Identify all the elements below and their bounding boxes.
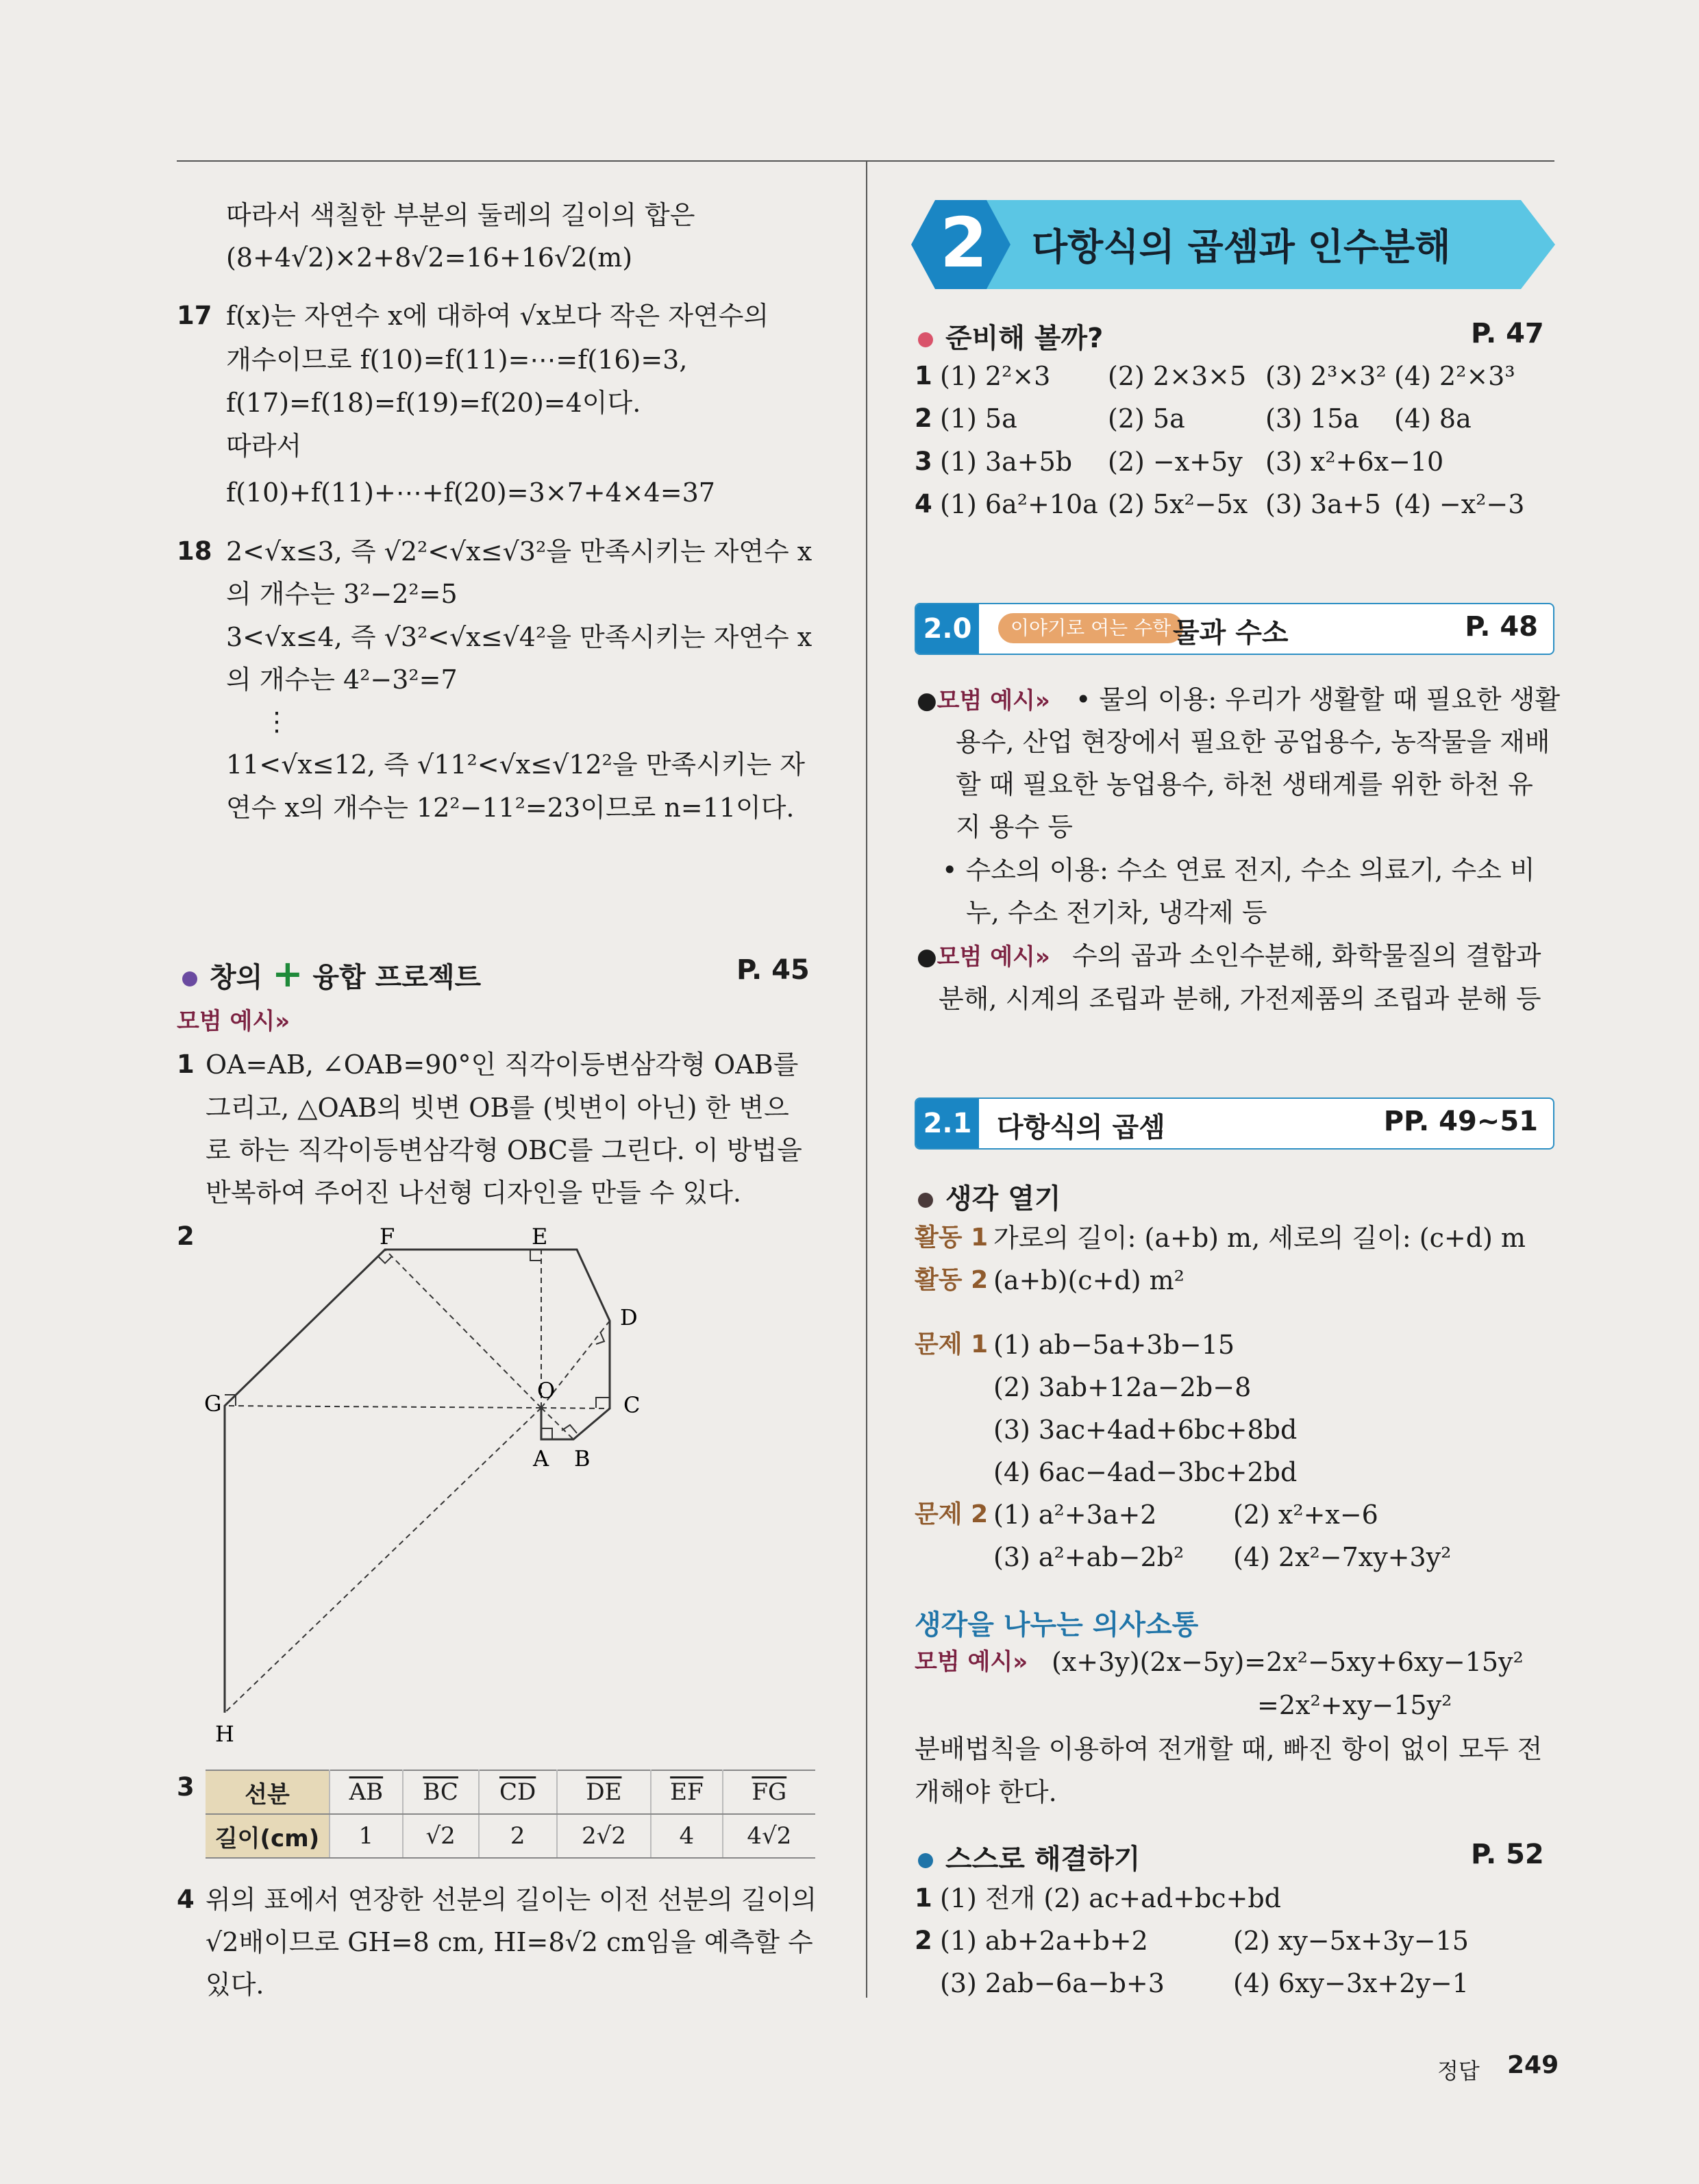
label-A: A [533,1445,549,1472]
top-rule-right [867,160,1554,162]
text-line: 용수, 산업 현장에서 필요한 공업용수, 농작물을 재배 [956,727,1550,757]
page-number: 249 [1507,2051,1559,2079]
answer-number: 1 [915,1883,932,1913]
page-ref: P. 47 [1471,318,1544,349]
prep-title: 준비해 볼까? [945,323,1104,354]
answer: (4) 6ac−4ad−3bc+2bd [993,1457,1298,1487]
answer: (1) ab−5a+3b−15 [993,1330,1235,1360]
model-example-label: 모범 예시» [915,1648,1028,1676]
equation-line: f(10)+f(11)+⋯+f(20)=3×7+4×4=37 [226,477,715,508]
answer: (2) xy−5x+3y−15 [1233,1926,1469,1956]
label-O: O [537,1378,556,1404]
text-line: 위의 표에서 연장한 선분의 길이는 이전 선분의 길이의 [206,1885,817,1915]
text-line: • 수소의 이용: 수소 연료 전지, 수소 의료기, 수소 비 [942,855,1535,885]
equation-line: (8+4√2)×2+8√2=16+16√2(m) [226,243,633,273]
problem-number: 4 [177,1885,195,1914]
equation-line: =2x²+xy−15y² [1257,1690,1452,1720]
text-line: 반복하여 주어진 나선형 디자인을 만들 수 있다. [206,1178,742,1208]
section-box-2-1 [915,1097,1554,1150]
table-cell: $\overline{EF}$ [651,1770,722,1814]
label-B: B [574,1445,591,1472]
answer-number: 3 [915,447,932,476]
text-line: 분배법칙을 이용하여 전개할 때, 빠진 항이 없이 모두 전 [915,1734,1543,1764]
self-solve-title: 스스로 해결하기 [945,1844,1141,1875]
think-heading [918,1177,1061,1216]
text-line: OA=AB, ∠OAB=90°인 직각이등변삼각형 OAB를 [206,1050,799,1080]
chapter-number: 2 [940,203,988,283]
table-cell: $\overline{DE}$ [557,1770,651,1814]
model-example-row: ●모범 예시» [917,687,1050,715]
label-F: F [380,1224,395,1250]
section-tag: 2.1 [916,1099,979,1148]
bullet-icon [918,1853,933,1868]
table-cell: $\overline{AB}$ [330,1770,403,1814]
answer: (3) 3a+5 [1265,489,1381,519]
column-divider [866,162,867,1998]
page-ref: PP. 49~51 [1383,1106,1538,1137]
answer: (1) 전개 (2) ac+ad+bc+bd [940,1883,1282,1913]
answer: (1) 3a+5b [940,447,1073,477]
answer: (2) 5a [1108,404,1185,434]
label-H: H [215,1721,234,1747]
answer: (1) a²+3a+2 [993,1500,1157,1530]
answer: (4) 2x²−7xy+3y² [1233,1542,1452,1572]
problem-label: 문제 1 [915,1330,989,1358]
prep-heading [918,317,1103,356]
problem-label: 문제 2 [915,1500,989,1528]
answer-number: 1 [915,361,932,390]
text-line: (a+b)(c+d) m² [993,1265,1185,1295]
text-line: 할 때 필요한 농업용수, 하천 생태계를 위한 하천 유 [956,769,1533,799]
text-line: 2<√x≤3, 즉 √2²<√x≤√3²을 만족시키는 자연수 x [226,536,813,567]
text-line: • 물의 이용: 우리가 생활할 때 필요한 생활 [1076,684,1561,715]
problem-number: 18 [177,536,212,566]
story-pill: 이야기로 여는 수학 [998,613,1183,643]
text-line: 로 하는 직각이등변삼각형 OBC를 그린다. 이 방법을 [206,1135,802,1165]
table-cell: 1 [330,1814,403,1858]
text-line: 개수이므로 f(10)=f(11)=⋯=f(16)=3, [226,345,688,375]
problem-number: 17 [177,301,212,330]
answer: (1) 2²×3 [940,361,1051,391]
text-line: 지 용수 등 [956,812,1073,842]
model-example-label: 모범 예시» [177,1008,290,1035]
answer: (2) x²+x−6 [1233,1500,1378,1530]
text-line: 분해, 시계의 조립과 분해, 가전제품의 조립과 분해 등 [939,984,1541,1014]
label-G: G [204,1391,222,1417]
table-cell: $\overline{BC}$ [403,1770,479,1814]
table-cell: 4 [651,1814,722,1858]
model-example-row: ●모범 예시» [917,943,1050,971]
think-title: 생각 열기 [945,1183,1061,1215]
text-line: 의 개수는 3²−2²=5 [226,579,458,609]
table-cell: 2√2 [557,1814,651,1858]
label-D: D [620,1304,638,1330]
section-tag: 2.0 [916,604,979,654]
answer: (3) 2³×3² [1265,361,1387,391]
section-box-2-0 [915,603,1554,655]
answer: (4) 6xy−3x+2y−1 [1233,1968,1469,1998]
table-cell: $\overline{FG}$ [723,1770,815,1814]
text-line: √2배이므로 GH=8 cm, HI=8√2 cm임을 예측할 수 [206,1927,813,1957]
table-row [206,1814,815,1858]
text-line: 가로의 길이: (a+b) m, 세로의 길이: (c+d) m [993,1223,1526,1253]
answer: (3) 2ab−6a−b+3 [940,1968,1165,1998]
text-line: 따라서 색칠한 부분의 둘레의 길이의 합은 [226,200,695,230]
activity-label: 활동 2 [915,1266,989,1294]
page-ref: P. 52 [1471,1839,1544,1870]
model-example-label: 모범 예시» [937,943,1050,971]
problem-number: 2 [177,1221,195,1251]
project-title-a: 창의 [210,962,263,993]
answer-number: 2 [915,1926,932,1955]
answer-number: 4 [915,489,932,519]
answer: (3) 3ac+4ad+6bc+8bd [993,1415,1298,1445]
text-line: 있다. [206,1970,264,2000]
table-header-cell: 선분 [206,1770,330,1814]
segment-table [206,1770,815,1859]
chapter-title: 다항식의 곱셈과 인수분해 [1032,225,1451,269]
answer: (4) 2²×3³ [1394,361,1515,391]
page-ref: P. 48 [1465,611,1538,643]
top-rule [177,160,869,162]
self-solve-heading [918,1837,1140,1876]
answer: (4) −x²−3 [1394,489,1525,519]
model-example-label: 모범 예시» [937,687,1050,715]
answer: (1) ab+2a+b+2 [940,1926,1148,1956]
bullet-icon [918,332,933,347]
answer: (2) 2×3×5 [1108,361,1247,391]
text-line: 개해야 한다. [915,1777,1057,1807]
plus-icon: + [272,952,303,995]
bullet-icon [918,1193,933,1208]
page-ref: P. 45 [736,954,810,986]
text-line: f(17)=f(18)=f(19)=f(20)=4이다. [226,388,641,418]
text-line: 3<√x≤4, 즉 √3²<√x≤√4²을 만족시키는 자연수 x [226,622,813,652]
table-header-cell: 길이(cm) [206,1814,330,1858]
table-cell: $\overline{CD}$ [479,1770,557,1814]
text-line: 수의 곱과 소인수분해, 화학물질의 결합과 [1072,941,1541,971]
section-title: 물과 수소 [1173,617,1289,649]
answer: (3) a²+ab−2b² [993,1542,1185,1572]
problem-number: 3 [177,1772,195,1802]
answer: (2) 3ab+12a−2b−8 [993,1372,1252,1402]
spiral-figure [192,1219,671,1754]
text-line: f(x)는 자연수 x에 대하여 √x보다 작은 자연수의 [226,301,769,331]
label-C: C [623,1392,641,1418]
table-cell: 2 [479,1814,557,1858]
answer: (2) 5x²−5x [1108,489,1248,519]
text-line: 따라서 [226,431,302,461]
footer-label: 정답 [1437,2058,1480,2084]
text-line: 누, 수소 전기차, 냉각제 등 [966,897,1267,928]
spiral-outline [225,1250,610,1713]
activity-label: 활동 1 [915,1224,989,1252]
answer: (1) 6a²+10a [940,489,1098,519]
text-line: 의 개수는 4²−3²=7 [226,665,458,695]
table-cell: 4√2 [723,1814,815,1858]
answer: (3) x²+6x−10 [1265,447,1444,477]
equation-line: (x+3y)(2x−5y)=2x²−5xy+6xy−15y² [1052,1647,1524,1677]
project-title-b: 융합 프로젝트 [312,962,482,993]
table-row [206,1770,815,1814]
text-line: 연수 x의 개수는 12²−11²=23이므로 n=11이다. [226,793,795,823]
problem-number: 1 [177,1050,195,1079]
table-cell: √2 [403,1814,479,1858]
answer: (4) 8a [1394,404,1472,434]
bullet-icon [182,971,197,986]
answer: (3) 15a [1265,404,1359,434]
text-line: 그리고, △OAB의 빗변 OB를 (빗변이 아닌) 한 변으 [206,1093,789,1123]
vertical-ellipsis: ⋮ [264,706,290,736]
answer: (2) −x+5y [1108,447,1243,477]
section-title: 다항식의 곱셈 [997,1112,1165,1143]
project-heading [182,952,481,995]
answer: (1) 5a [940,404,1017,434]
communication-heading: 생각을 나누는 의사소통 [915,1609,1199,1641]
answer-number: 2 [915,404,932,433]
text-line: 11<√x≤12, 즉 √11²<√x≤√12²을 만족시키는 자 [226,749,806,780]
label-E: E [532,1224,548,1250]
